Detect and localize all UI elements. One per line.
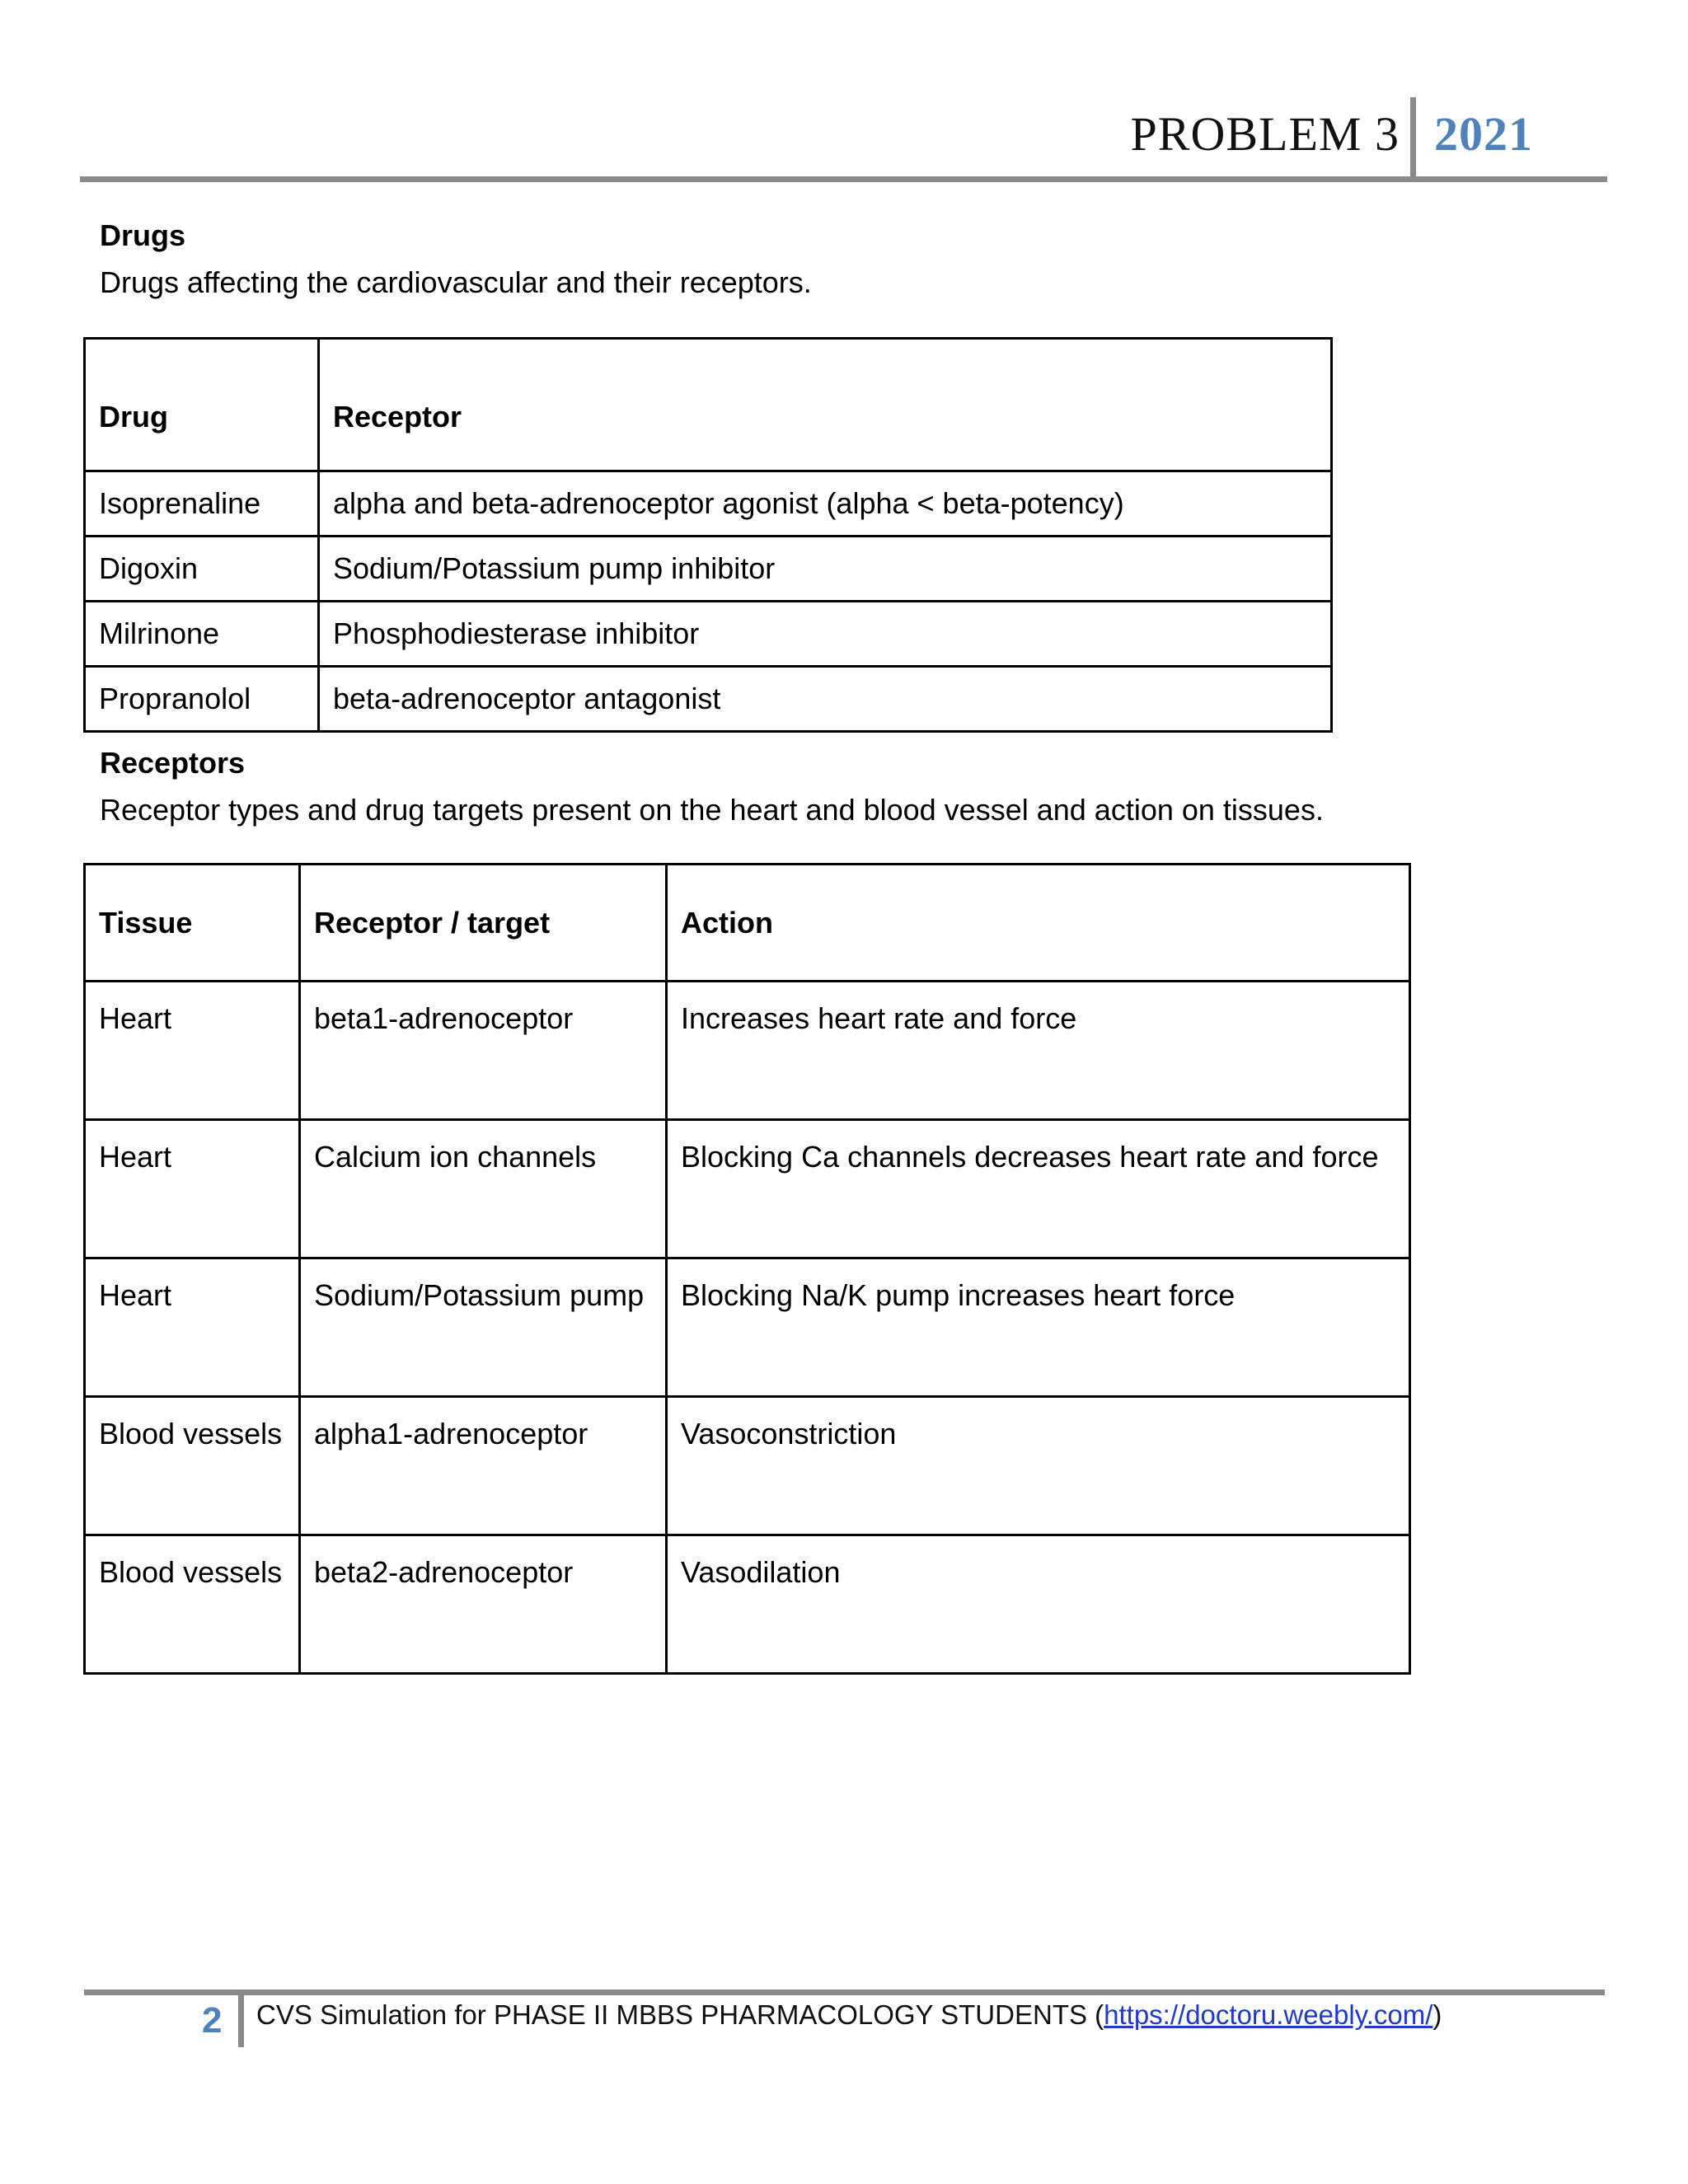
column-header-receptor: Receptor <box>319 339 1332 471</box>
tissue-cell: Blood vessels <box>85 1397 300 1535</box>
receptor-cell: beta-adrenoceptor antagonist <box>319 667 1332 732</box>
table-row <box>85 667 1332 732</box>
action-cell: Blocking Na/K pump increases heart force <box>667 1258 1410 1397</box>
action-cell: Blocking Ca channels decreases heart rate and force <box>667 1120 1410 1258</box>
header-divider <box>1410 97 1416 180</box>
receptor-cell: Sodium/Potassium pump inhibitor <box>319 537 1332 602</box>
header-year: 2021 <box>1434 107 1533 161</box>
receptors-description: Receptor types and drug targets present on the heart and blood vessel and action on tissues. <box>100 793 1324 827</box>
drugs-heading: Drugs <box>100 218 186 252</box>
footer-caption: CVS Simulation for PHASE II MBBS PHARMACOLOGY STUDENTS ( <box>256 1999 1104 2030</box>
table-row <box>85 471 1332 537</box>
receptors-table <box>83 863 1411 1675</box>
header-title: PROBLEM 3 <box>1130 107 1400 161</box>
column-header-receptor-target: Receptor / target <box>300 865 667 982</box>
drug-cell: Isoprenaline <box>85 471 319 537</box>
action-cell: Vasodilation <box>667 1535 1410 1674</box>
receptor-target-cell: Sodium/Potassium pump <box>300 1258 667 1397</box>
drug-cell: Digoxin <box>85 537 319 602</box>
footer-caption-end: ) <box>1432 1999 1442 2030</box>
tissue-cell: Heart <box>85 1258 300 1397</box>
table-row <box>85 1397 1410 1535</box>
table-row <box>85 982 1410 1120</box>
footer-rule <box>84 1990 1605 1995</box>
footer-text <box>256 1999 1442 2032</box>
receptor-cell: Phosphodiesterase inhibitor <box>319 602 1332 667</box>
receptor-target-cell: beta1-adrenoceptor <box>300 982 667 1120</box>
column-header-action: Action <box>667 865 1410 982</box>
page-header <box>0 97 1688 180</box>
table-row <box>85 1120 1410 1258</box>
receptors-heading: Receptors <box>100 746 246 780</box>
page-number: 2 <box>202 2000 223 2041</box>
drug-cell: Propranolol <box>85 667 319 732</box>
tissue-cell: Heart <box>85 1120 300 1258</box>
table-row <box>85 537 1332 602</box>
action-cell: Increases heart rate and force <box>667 982 1410 1120</box>
table-header-row <box>85 865 1410 982</box>
table-header-row <box>85 339 1332 471</box>
table-row <box>85 1258 1410 1397</box>
receptor-cell: alpha and beta-adrenoceptor agonist (alpha < beta-potency) <box>319 471 1332 537</box>
tissue-cell: Blood vessels <box>85 1535 300 1674</box>
table-row <box>85 1535 1410 1674</box>
receptor-target-cell: alpha1-adrenoceptor <box>300 1397 667 1535</box>
drug-cell: Milrinone <box>85 602 319 667</box>
receptor-target-cell: Calcium ion channels <box>300 1120 667 1258</box>
receptor-target-cell: beta2-adrenoceptor <box>300 1535 667 1674</box>
tissue-cell: Heart <box>85 982 300 1120</box>
column-header-drug: Drug <box>85 339 319 471</box>
table-row <box>85 602 1332 667</box>
footer-link[interactable]: https://doctoru.weebly.com/ <box>1104 1999 1433 2030</box>
header-rule <box>80 176 1607 182</box>
column-header-tissue: Tissue <box>85 865 300 982</box>
drugs-description: Drugs affecting the cardiovascular and their receptors. <box>100 265 812 299</box>
footer-divider <box>238 1993 244 2047</box>
action-cell: Vasoconstriction <box>667 1397 1410 1535</box>
drugs-table <box>83 337 1333 733</box>
